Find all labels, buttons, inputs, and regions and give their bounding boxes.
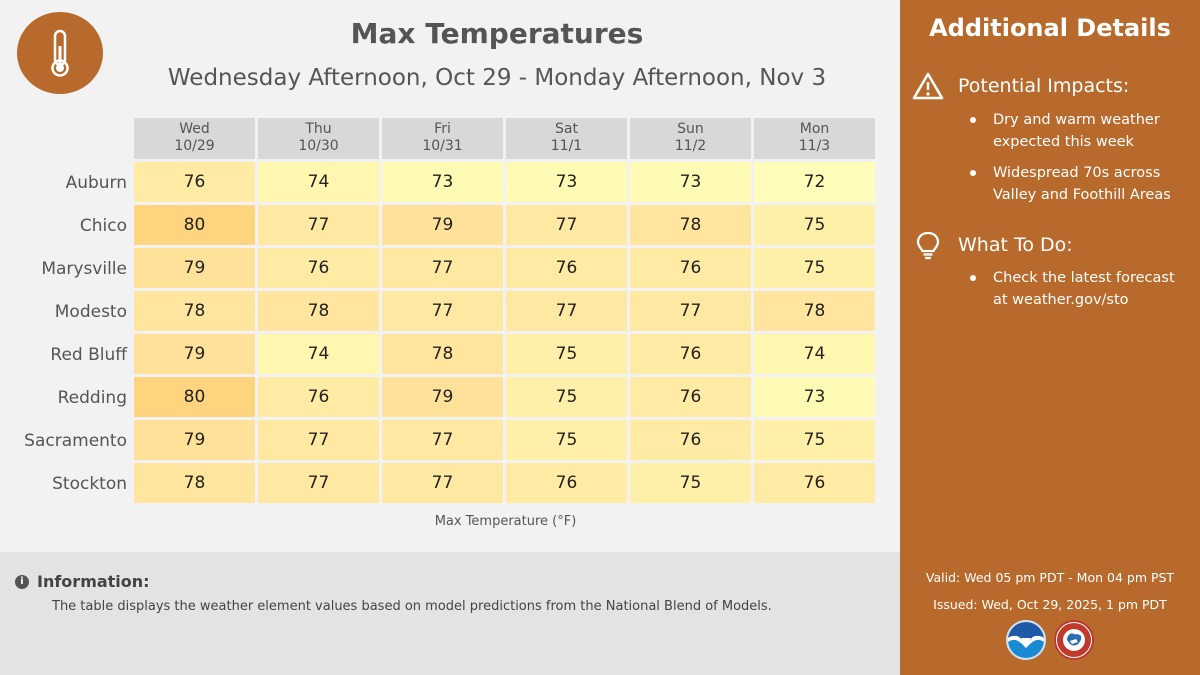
column-date: 11/1 — [550, 138, 583, 154]
row-label: Stockton — [52, 474, 127, 494]
row-label: Marysville — [41, 259, 127, 279]
table-cell: 76 — [134, 162, 255, 202]
table-cell: 72 — [754, 162, 875, 202]
table-cell: 78 — [134, 463, 255, 503]
table-cell: 79 — [382, 377, 503, 417]
table-row — [134, 377, 875, 417]
column-day: Thu — [305, 121, 332, 137]
page-title: Max Temperatures — [350, 17, 644, 50]
table-cell: 79 — [134, 420, 255, 460]
todo-list — [968, 267, 1190, 320]
thermometer-icon — [49, 28, 71, 78]
impacts-heading — [912, 72, 1129, 100]
table-cell: 74 — [258, 162, 379, 202]
lightbulb-icon — [912, 230, 944, 260]
table-cell: 77 — [506, 291, 627, 331]
list-item: Check the latest forecast at weather.gov/sto — [968, 267, 1190, 311]
table-cell: 73 — [754, 377, 875, 417]
table-cell: 76 — [258, 248, 379, 288]
column-header — [506, 118, 627, 159]
table-cell: 75 — [630, 463, 751, 503]
table-cell: 77 — [258, 205, 379, 245]
table-row — [134, 463, 875, 503]
column-header — [134, 118, 255, 159]
table-row — [134, 205, 875, 245]
table-cell: 76 — [630, 420, 751, 460]
column-date: 10/30 — [298, 138, 339, 154]
table-cell: 78 — [258, 291, 379, 331]
column-date: 11/2 — [674, 138, 707, 154]
table-cell: 77 — [258, 463, 379, 503]
table-cell: 76 — [630, 334, 751, 374]
temperature-table — [134, 118, 875, 503]
table-cell: 77 — [630, 291, 751, 331]
table-cell: 77 — [382, 420, 503, 460]
table-cell: 77 — [382, 291, 503, 331]
table-body — [134, 162, 875, 503]
todo-heading — [912, 230, 1073, 260]
row-label: Redding — [57, 388, 127, 408]
table-cell: 79 — [134, 248, 255, 288]
column-day: Mon — [799, 121, 830, 137]
table-cell: 76 — [506, 463, 627, 503]
todo-heading-label: What To Do: — [958, 234, 1073, 256]
column-day: Fri — [434, 121, 451, 137]
issued-time: Issued: Wed, Oct 29, 2025, 1 pm PDT — [933, 597, 1167, 612]
table-row — [134, 291, 875, 331]
column-day: Sat — [555, 121, 578, 137]
row-label: Modesto — [54, 302, 127, 322]
table-cell: 79 — [382, 205, 503, 245]
row-label: Red Bluff — [50, 345, 127, 365]
table-cell: 73 — [630, 162, 751, 202]
table-cell: 77 — [382, 248, 503, 288]
column-date: 10/31 — [422, 138, 463, 154]
list-item: Dry and warm weather expected this week — [968, 109, 1190, 153]
table-cell: 73 — [382, 162, 503, 202]
table-header — [134, 118, 875, 159]
table-cell: 75 — [506, 334, 627, 374]
column-day: Sun — [677, 121, 704, 137]
row-label: Sacramento — [24, 431, 127, 451]
table-cell: 75 — [754, 248, 875, 288]
table-row — [134, 420, 875, 460]
table-row — [134, 248, 875, 288]
table-cell: 80 — [134, 205, 255, 245]
row-label: Chico — [79, 216, 127, 236]
impacts-heading-label: Potential Impacts: — [958, 75, 1130, 97]
table-cell: 75 — [754, 205, 875, 245]
row-labels — [0, 162, 127, 506]
sidebar-title: Additional Details — [929, 14, 1171, 42]
table-cell: 74 — [754, 334, 875, 374]
table-cell: 78 — [630, 205, 751, 245]
column-header — [258, 118, 379, 159]
table-cell: 75 — [506, 377, 627, 417]
table-cell: 74 — [258, 334, 379, 374]
info-heading — [15, 572, 150, 591]
table-cell: 79 — [134, 334, 255, 374]
table-cell: 77 — [506, 205, 627, 245]
info-text: The table displays the weather element values based on model predictions from the National Blend of Models. — [52, 599, 772, 614]
table-cell: 75 — [754, 420, 875, 460]
column-day: Wed — [179, 121, 210, 137]
list-item: Widespread 70s across Valley and Foothill Areas — [968, 162, 1190, 206]
noaa-logo — [1006, 620, 1046, 660]
page-subtitle: Wednesday Afternoon, Oct 29 - Monday Afternoon, Nov 3 — [167, 65, 827, 91]
valid-time: Valid: Wed 05 pm PDT - Mon 04 pm PST — [925, 570, 1175, 585]
details-sidebar — [900, 0, 1200, 675]
column-header — [382, 118, 503, 159]
nws-logo — [1054, 620, 1094, 660]
table-cell: 78 — [134, 291, 255, 331]
table-cell: 73 — [506, 162, 627, 202]
table-cell: 78 — [382, 334, 503, 374]
table-cell: 76 — [630, 248, 751, 288]
table-cell: 76 — [754, 463, 875, 503]
impacts-list — [968, 109, 1190, 215]
column-date: 10/29 — [174, 138, 215, 154]
table-caption: Max Temperature (°F) — [434, 514, 577, 529]
thermometer-logo — [17, 12, 103, 94]
column-header — [754, 118, 875, 159]
column-date: 11/3 — [798, 138, 831, 154]
info-icon: i — [15, 575, 29, 589]
column-header — [630, 118, 751, 159]
table-cell: 75 — [506, 420, 627, 460]
agency-logos — [1006, 620, 1094, 660]
table-cell: 76 — [258, 377, 379, 417]
table-cell: 78 — [754, 291, 875, 331]
table-cell: 80 — [134, 377, 255, 417]
info-panel — [0, 552, 900, 675]
table-cell: 77 — [258, 420, 379, 460]
table-cell: 77 — [382, 463, 503, 503]
warning-icon — [912, 72, 944, 100]
row-label: Auburn — [65, 173, 127, 193]
table-cell: 76 — [506, 248, 627, 288]
table-cell: 76 — [630, 377, 751, 417]
table-row — [134, 334, 875, 374]
table-row — [134, 162, 875, 202]
info-heading-label: Information: — [37, 572, 150, 591]
